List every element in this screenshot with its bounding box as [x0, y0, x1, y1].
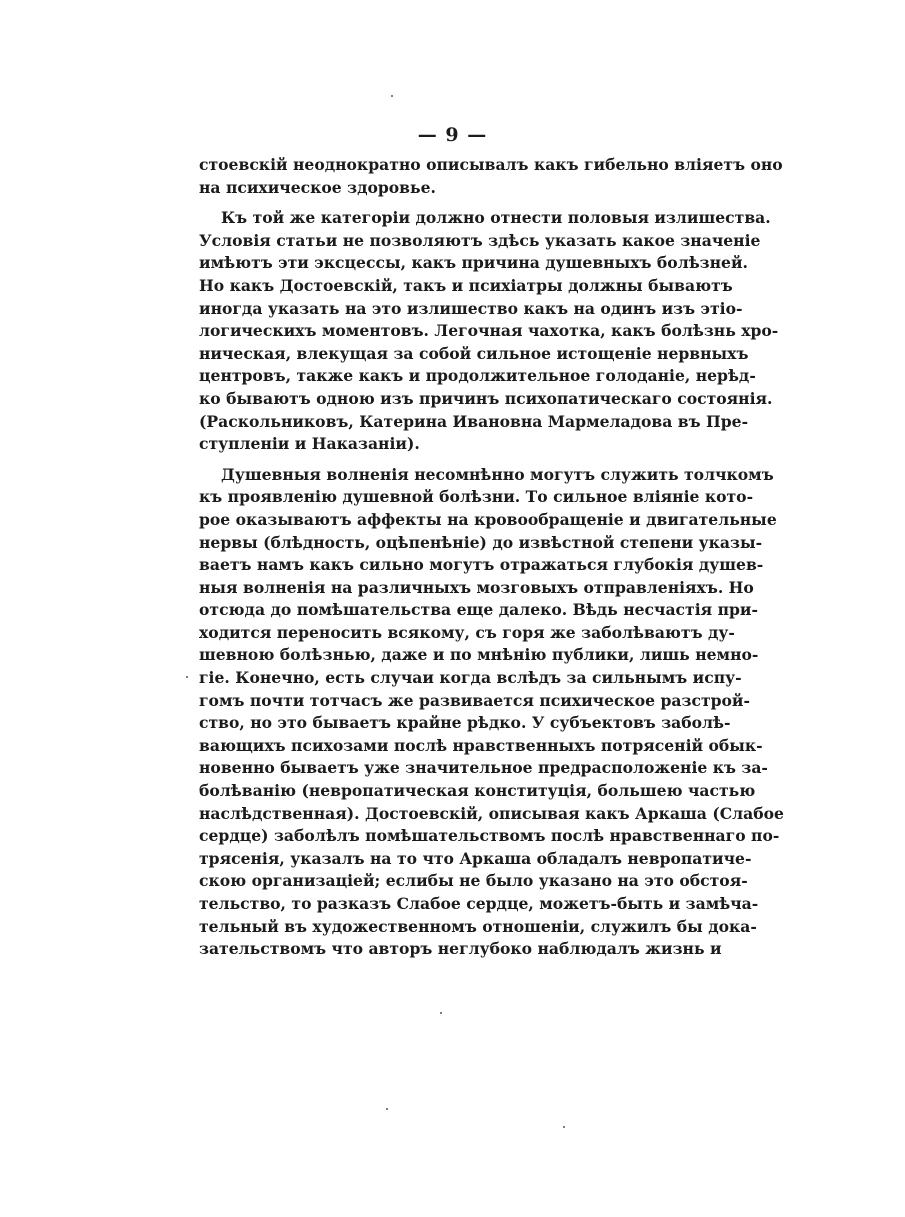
- text-line: гіе. Конечно, есть случаи когда вслѣдъ за сильнымъ испу-: [199, 668, 742, 688]
- text-line: ко бываютъ одною изъ причинъ психопатическаго состоянія.: [199, 388, 773, 408]
- text-line: Душевныя волненія несомнѣнно могутъ служить толчкомъ: [221, 464, 774, 484]
- text-line: Но какъ Достоевскій, такъ и психіатры должны бываютъ: [199, 275, 733, 295]
- text-line: стоевскій неоднократно описывалъ какъ гибельно вліяетъ оно: [199, 155, 783, 174]
- paragraph-1: [199, 154, 783, 199]
- page-number: — 9 —: [417, 124, 488, 146]
- text-line: тельство, то разказъ Слабое сердце, можетъ-быть и замѣча-: [199, 894, 759, 913]
- text-line: новенно бываетъ уже значительное предрасположеніе къ за-: [199, 758, 768, 778]
- text-line: тельный въ художественномъ отношеніи, служилъ бы дока-: [199, 916, 757, 936]
- text-line: гомъ почти тотчасъ же развивается психическое разстрой-: [199, 690, 750, 710]
- paragraph-2: [199, 207, 779, 456]
- paragraph-3: [199, 464, 784, 961]
- scan-speck: [440, 1012, 442, 1014]
- text-line: ваетъ намъ какъ сильно могутъ отражаться глубокія душев-: [199, 555, 764, 575]
- scan-speck: [386, 1108, 388, 1110]
- text-line: скою организаціей; еслибы не было указано на это обстоя-: [199, 871, 748, 891]
- text-line: зательствомъ что авторъ неглубоко наблюдалъ жизнь и: [199, 939, 722, 959]
- text-line: имѣютъ эти эксцессы, какъ причина душевныхъ болѣзней.: [199, 253, 748, 273]
- text-line: центровъ, также какъ и продолжительное голоданіе, нерѣд-: [199, 366, 756, 386]
- text-line: отсюда до помѣшательства еще далеко. Вѣдь несчастія при-: [199, 600, 758, 620]
- text-line: Къ той же категоріи должно отнести половыя излишества.: [221, 208, 771, 228]
- text-line: рое оказываютъ аффекты на кровообращеніе и двигательные: [199, 509, 777, 529]
- text-line: вающихъ психозами послѣ нравственныхъ потрясеній обык-: [199, 735, 763, 755]
- text-line: болѣванію (невропатическая конституція, большею частью: [199, 781, 756, 801]
- text-line: (Раскольниковъ, Катерина Ивановна Мармеладова въ Пре-: [199, 411, 749, 431]
- text-line: логическихъ моментовъ. Легочная чахотка, какъ болѣзнь хро-: [199, 321, 779, 341]
- body-text: [199, 154, 784, 961]
- scan-speck: [186, 676, 188, 678]
- text-line: Условія статьи не позволяютъ здѣсь указать какое значеніе: [199, 230, 761, 250]
- text-line: шевною болѣзнью, даже и по мнѣнію публики, лишь немно-: [199, 645, 759, 665]
- text-line: ство, но это бываетъ крайне рѣдко. У субъектовъ заболѣ-: [199, 713, 731, 733]
- scan-speck: [391, 95, 393, 97]
- text-line: къ проявленію душевной болѣзни. То сильное вліяніе кото-: [199, 487, 754, 507]
- text-line: ходится переносить всякому, съ горя же заболѣваютъ ду-: [199, 622, 735, 642]
- text-line: нервы (блѣдность, оцѣпенѣніе) до извѣстной степени указы-: [199, 532, 763, 552]
- text-line: ныя волненія на различныхъ мозговыхъ отправленіяхъ. Но: [199, 577, 754, 597]
- text-line: сердце) заболѣлъ помѣшательствомъ послѣ нравственнаго по-: [199, 826, 780, 846]
- text-line: трясенія, указалъ на то что Аркаша обладалъ невропатиче-: [199, 848, 752, 868]
- scan-speck: [563, 1126, 565, 1128]
- text-line: наслѣдственная). Достоевскій, описывая какъ Аркаша (Слабое: [199, 803, 784, 823]
- text-line: ступленіи и Наказаніи).: [199, 434, 420, 454]
- text-line: на психическое здоровье.: [199, 177, 436, 197]
- text-line: иногда указать на это излишество какъ на одинъ изъ этіо-: [199, 298, 743, 318]
- text-line: ническая, влекущая за собой сильное истощеніе нервныхъ: [199, 343, 749, 363]
